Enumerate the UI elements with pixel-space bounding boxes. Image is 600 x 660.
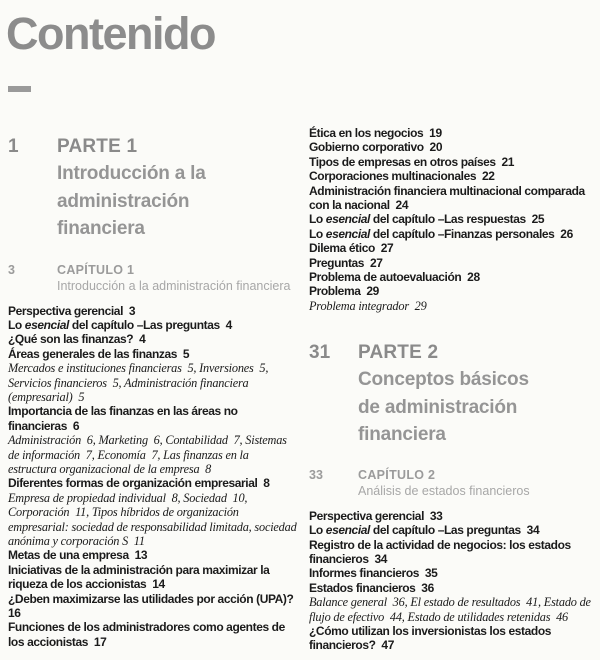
toc-entry: Gobierno corporativo 20 [309, 140, 443, 155]
toc-entry [309, 212, 597, 226]
chapter-2-label: CAPÍTULO 2 [358, 467, 436, 482]
page-title: Contenido [6, 8, 215, 59]
part-1-title: Introducción a la administración financiera [57, 163, 206, 239]
toc-entry: Áreas generales de las finanzas 5 [8, 346, 190, 361]
part-2-label: PARTE 2 [358, 342, 439, 364]
toc-entry: Perspectiva gerencial 33 [309, 508, 443, 523]
entry-text: del capítulo –Las respuestas 25 [369, 212, 545, 227]
toc-subentry: Mercados e instituciones financieras 5, Inversiones 5, Servicios financieros 5, Administración financiera (empresarial) 5 [8, 361, 272, 404]
chapter-2-heading [309, 467, 597, 499]
toc-entry: Ética en los negocios 19 [309, 126, 442, 140]
toc-entry: Problema 29 [309, 284, 379, 299]
entry-text: del capítulo –Finanzas personales 26 [369, 226, 573, 241]
toc-entry: Administración financiera multinacional comparada con la nacional 24 [309, 183, 588, 213]
entry-text: Lo [309, 212, 326, 227]
right-column [309, 126, 597, 653]
toc-entry: ¿Qué son las finanzas? 4 [8, 332, 146, 347]
left-column [8, 133, 299, 649]
chapter-1-label: CAPÍTULO 1 [57, 262, 135, 277]
part-1-heading [8, 133, 299, 243]
chapter-2-text [358, 467, 530, 499]
toc-entry: Tipos de empresas en otros países 21 [309, 154, 515, 169]
chapter-2-page-number: 33 [309, 467, 323, 482]
toc-entry: Informes financieros 35 [309, 566, 438, 581]
entry-text: del capítulo –Las preguntas 4 [68, 317, 232, 332]
part-1-text [57, 133, 237, 243]
chapter-2-title: Análisis de estados financieros [358, 483, 530, 498]
toc-subentry: Problema integrador 29 [309, 298, 427, 313]
toc-entry: Dilema ético 27 [309, 241, 394, 256]
part-2-text [358, 339, 538, 449]
toc-subentry: Balance general 36, El estado de resultados 41, Estado de flujo de efectivo 44, Estado de utilidades retenidas 46 [309, 595, 594, 624]
toc-entry: Estados financieros 36 [309, 580, 434, 595]
part-2-heading [309, 339, 597, 449]
toc-entry: Metas de una empresa 13 [8, 548, 148, 563]
entry-text: Lo [309, 226, 326, 241]
part-2-title: Conceptos básicos de administración financiera [358, 369, 529, 446]
chapter-1-title: Introducción a la administración financiera [57, 278, 291, 293]
entry-text: Lo [309, 523, 326, 538]
toc-entry: ¿Deben maximizarse las utilidades por acción (UPA)? 16 [8, 591, 300, 621]
toc-entry: Perspectiva gerencial 3 [8, 303, 136, 318]
toc-entry [309, 523, 597, 537]
chapter-1-page-number: 3 [8, 262, 15, 277]
toc-entry: Problema de autoevaluación 28 [309, 270, 480, 285]
toc-entry: Registro de la actividad de negocios: los estados financieros 34 [309, 537, 574, 566]
chapter-1-entries [8, 304, 299, 650]
part-2-page-number: 31 [309, 342, 331, 364]
title-dash-rule [8, 86, 31, 92]
toc-entry: Corporaciones multinacionales 22 [309, 169, 495, 184]
chapter-2-entries [309, 509, 597, 653]
toc-entry: Diferentes formas de organización empresarial 8 [8, 476, 270, 491]
toc-entry: Importancia de las finanzas en las áreas no financieras 6 [8, 404, 241, 433]
toc-subentry: Administración 6, Marketing 6, Contabilidad 7, Sistemas de información 7, Economía 7, Las finanzas en la estructura organizacional de la empresa 8 [8, 433, 290, 476]
entry-text-italic: esencial [325, 212, 370, 227]
toc-entry: ¿Cómo utilizan los inversionistas los estados financieros? 47 [309, 624, 554, 653]
toc-subentry: Empresa de propiedad individual 8, Sociedad 10, Corporación 11, Tipos híbridos de organización empresarial: sociedad de responsabilidad limitada, sociedad anónima y corporación S 11 [8, 490, 300, 548]
toc-entry: Funciones de los administradores como agentes de los accionistas 17 [8, 620, 288, 649]
toc-entry: Preguntas 27 [309, 255, 383, 270]
part-1-label: PARTE 1 [57, 136, 138, 157]
entry-text: del capítulo –Las preguntas 34 [369, 523, 540, 538]
entry-text-italic: esencial [325, 226, 370, 241]
toc-entry [309, 227, 597, 241]
entry-text: Lo [8, 317, 25, 332]
toc-entry: Iniciativas de la administración para maximizar la riqueza de los accionistas 14 [8, 562, 273, 592]
chapter-1-text [57, 262, 290, 294]
entry-text-italic: esencial [325, 523, 370, 538]
toc-entry [8, 318, 299, 332]
part-1-page-number: 1 [8, 136, 19, 157]
chapter-1-heading [8, 262, 299, 294]
chapter-1-entries-continued [309, 126, 597, 313]
entry-text-italic: esencial [24, 317, 69, 332]
